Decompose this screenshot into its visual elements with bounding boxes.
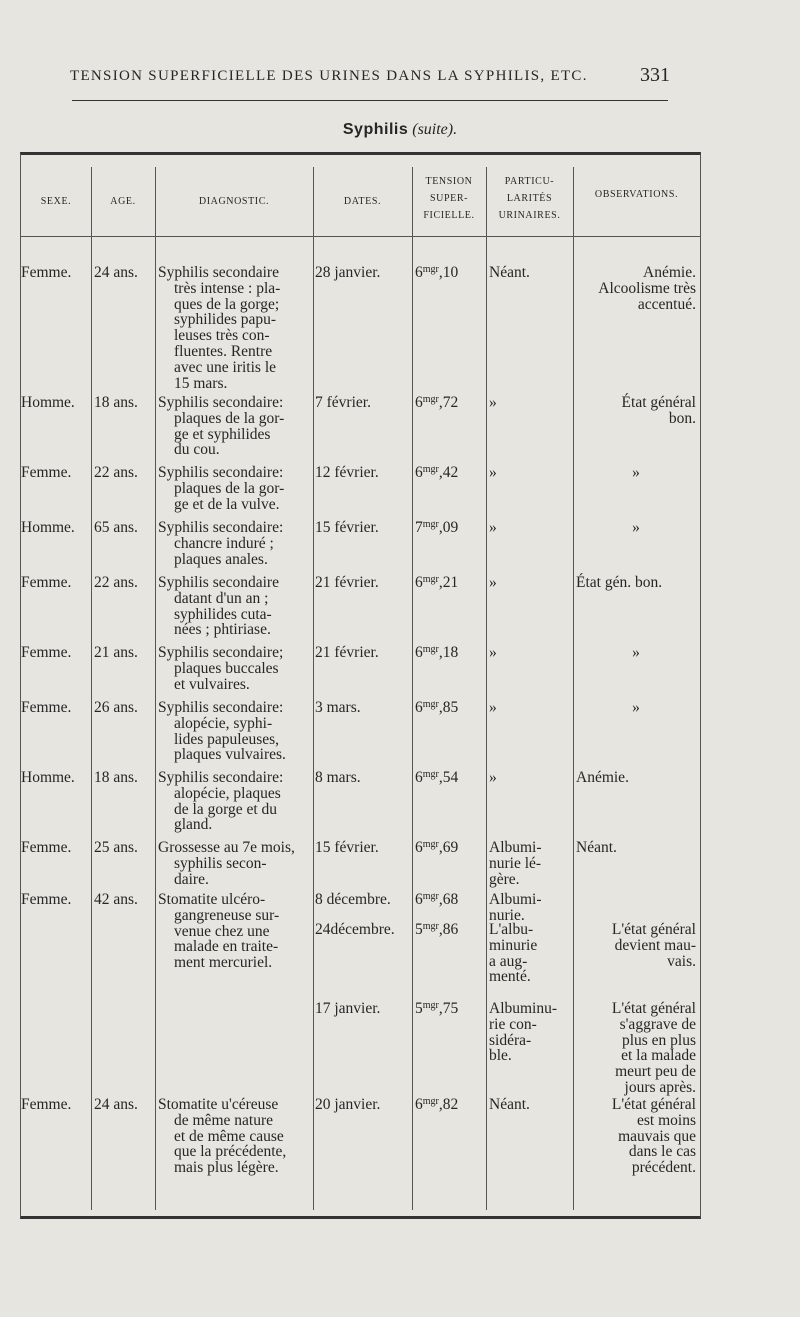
diagnostic-line: très intense : pla- <box>174 279 281 297</box>
cell-diagnostic <box>158 395 311 458</box>
diagnostic-line: fluentes. Rentre <box>174 342 273 360</box>
diagnostic-line: Syphilis secondaire; <box>158 644 284 661</box>
diagnostic-line: syphilides cuta- <box>174 605 272 623</box>
diagnostic-line: plaques de la gor- <box>174 479 285 497</box>
sexe-line: Femme. <box>21 1096 72 1113</box>
particularites-line: ble. <box>489 1047 512 1065</box>
diagnostic-line: alopécie, plaques <box>174 784 281 802</box>
cell-particularites <box>489 645 571 661</box>
particularites-line: Albumi- <box>489 891 542 908</box>
cell-age <box>94 520 154 536</box>
diagnostic-line: ques de la gorge; <box>174 295 280 313</box>
diagnostic-line: ge et de la vulve. <box>174 495 280 513</box>
cell-age <box>94 770 154 786</box>
sexe-line: Femme. <box>21 574 72 591</box>
diagnostic-line: et de même cause <box>174 1127 284 1145</box>
observations-line: devient mau- <box>614 936 696 954</box>
tension-line: $6^{mgr},18$ <box>415 644 459 661</box>
cell-observations <box>576 1001 696 1096</box>
particularites-line: » <box>489 574 497 591</box>
cell-date <box>315 1001 411 1017</box>
cell-sexe <box>21 520 91 536</box>
particularites-line: a aug- <box>489 952 528 970</box>
age-line: 22 ans. <box>94 574 138 591</box>
cell-tension <box>415 575 485 591</box>
cell-observations <box>576 1097 696 1176</box>
observations-line: L'état général <box>611 1096 696 1113</box>
particularites-line: L'albu- <box>489 921 534 938</box>
cell-date <box>315 465 411 481</box>
observations-line: » <box>632 464 640 481</box>
diagnostic-line: Stomatite u'céreuse <box>158 1096 279 1113</box>
age-line: 21 ans. <box>94 644 138 661</box>
caption-title: Syphilis <box>342 121 409 138</box>
running-head-title: TENSION SUPERFICIELLE DES URINES DANS LA SYPHILIS, ETC. <box>70 68 588 84</box>
particularites-line: sidéra- <box>489 1031 532 1049</box>
cell-tension <box>415 1001 485 1017</box>
observations-line: » <box>632 519 640 536</box>
cell-diagnostic <box>158 645 311 692</box>
header-rule <box>72 100 668 101</box>
cell-age <box>94 700 154 716</box>
cell-particularites <box>489 922 571 985</box>
cell-sexe <box>21 1097 91 1113</box>
observations-line: État général <box>621 394 696 411</box>
tension-line: $5^{mgr},75$ <box>415 1000 459 1017</box>
diagnostic-line: chancre induré ; <box>174 534 274 552</box>
age-line: 22 ans. <box>94 464 138 481</box>
cell-particularites <box>489 770 571 786</box>
observations-line: Anémie. <box>643 264 696 281</box>
cell-particularites <box>489 465 571 481</box>
observations-line: mauvais que <box>618 1127 696 1145</box>
particularites-line: nurie. <box>489 906 525 924</box>
diagnostic-line: daire. <box>174 870 209 888</box>
observations-line: L'état général <box>611 1000 696 1017</box>
observations-line: et la malade <box>621 1047 696 1065</box>
observations-line: dans le cas <box>628 1143 696 1161</box>
cell-date <box>315 922 411 938</box>
cell-tension <box>415 700 485 716</box>
cell-observations <box>576 395 696 427</box>
header-sexe: SEXE. <box>40 196 72 207</box>
cell-sexe <box>21 645 91 661</box>
particularites-line: menté. <box>489 968 531 986</box>
particularites-line: Néant. <box>489 1096 530 1113</box>
cell-diagnostic <box>158 465 311 512</box>
diagnostic-line: Syphilis secondaire: <box>158 519 284 536</box>
column-divider <box>91 167 92 1210</box>
particularites-line: Albumi- <box>489 839 542 856</box>
cell-observations <box>576 645 696 661</box>
cell-particularites <box>489 840 571 887</box>
diagnostic-line: Grossesse au 7e mois, <box>158 839 295 856</box>
date-line: 21 février. <box>315 574 379 591</box>
diagnostic-line: du cou. <box>174 441 220 459</box>
cell-age <box>94 1097 154 1113</box>
cell-age <box>94 395 154 411</box>
cell-tension <box>415 265 485 281</box>
cell-observations <box>576 770 696 786</box>
running-head <box>70 64 670 90</box>
age-line: 42 ans. <box>94 891 138 908</box>
table-caption <box>0 121 800 139</box>
column-divider <box>313 167 314 1210</box>
cell-date <box>315 575 411 591</box>
sexe-line: Femme. <box>21 464 72 481</box>
sexe-line: Homme. <box>21 769 75 786</box>
cell-sexe <box>21 892 91 908</box>
tension-line: $6^{mgr},54$ <box>415 769 459 786</box>
cell-diagnostic <box>158 840 311 887</box>
header-dates: DATES. <box>343 196 382 207</box>
diagnostic-line: avec une iritis le <box>174 358 276 376</box>
cell-particularites <box>489 700 571 716</box>
cell-particularites <box>489 520 571 536</box>
diagnostic-line: malade en traite- <box>174 938 279 956</box>
diagnostic-line: Stomatite ulcéro- <box>158 891 266 908</box>
observations-line: meurt peu de <box>615 1063 696 1081</box>
date-line: 7 février. <box>315 394 371 411</box>
particularites-line: minurie <box>489 936 538 954</box>
cell-tension <box>415 465 485 481</box>
observations-line: plus en plus <box>621 1031 696 1049</box>
cell-tension <box>415 770 485 786</box>
cell-tension <box>415 395 485 411</box>
cell-date <box>315 1097 411 1113</box>
diagnostic-line: gangreneuse sur- <box>174 906 280 924</box>
diagnostic-line: Syphilis secondaire: <box>158 464 284 481</box>
cell-sexe <box>21 395 91 411</box>
observations-line: s'aggrave de <box>619 1015 696 1033</box>
diagnostic-line: Syphilis secondaire: <box>158 394 284 411</box>
tension-line: $6^{mgr},10$ <box>415 264 459 281</box>
cell-particularites <box>489 1097 571 1113</box>
cell-sexe <box>21 265 91 281</box>
diagnostic-line: plaques de la gor- <box>174 409 285 427</box>
cell-sexe <box>21 575 91 591</box>
diagnostic-line: Syphilis secondaire: <box>158 769 284 786</box>
cell-diagnostic <box>158 1097 311 1176</box>
observations-line: vais. <box>667 952 696 970</box>
tension-line: $5^{mgr},86$ <box>415 921 459 938</box>
header-tension: TENSION SUPER- FICIELLE. <box>423 176 475 221</box>
header-particularites: PARTICU- LARITÉS URINAIRES. <box>498 176 561 221</box>
diagnostic-line: Syphilis secondaire: <box>158 699 284 716</box>
diagnostic-line: leuses très con- <box>174 327 270 345</box>
diagnostic-line: plaques buccales <box>174 659 279 677</box>
cell-date <box>315 395 411 411</box>
cell-tension <box>415 840 485 856</box>
sexe-line: Femme. <box>21 264 72 281</box>
age-line: 26 ans. <box>94 699 138 716</box>
cell-diagnostic <box>158 700 311 763</box>
date-line: 8 décembre. <box>315 891 391 908</box>
cell-observations <box>576 465 696 481</box>
cell-particularites <box>489 395 571 411</box>
particularites-line: gère. <box>489 870 520 888</box>
date-line: 3 mars. <box>315 699 361 716</box>
date-line: 12 février. <box>315 464 379 481</box>
cell-age <box>94 840 154 856</box>
observations-line: accentué. <box>637 295 696 313</box>
observations-line: L'état général <box>611 921 696 938</box>
cell-diagnostic <box>158 520 311 567</box>
cell-tension <box>415 922 485 938</box>
diagnostic-line: plaques vulvaires. <box>174 746 286 764</box>
tension-line: $7^{mgr},09$ <box>415 519 459 536</box>
cell-tension <box>415 892 485 908</box>
tension-line: $6^{mgr},85$ <box>415 699 459 716</box>
particularites-line: » <box>489 464 497 481</box>
diagnostic-line: de la gorge et du <box>174 800 278 818</box>
cell-date <box>315 265 411 281</box>
diagnostic-line: datant d'un an ; <box>174 589 269 607</box>
header-diagnostic: DIAGNOSTIC. <box>198 196 270 207</box>
sexe-line: Femme. <box>21 699 72 716</box>
cell-age <box>94 892 154 908</box>
diagnostic-line: nées ; phtiriase. <box>174 621 271 639</box>
observations-line: Alcoolisme très <box>598 279 696 297</box>
column-divider <box>412 167 413 1210</box>
date-line: 20 janvier. <box>315 1096 381 1113</box>
sexe-line: Homme. <box>21 519 75 536</box>
sexe-line: Homme. <box>21 394 75 411</box>
cell-age <box>94 645 154 661</box>
diagnostic-line: Syphilis secondaire <box>158 574 279 591</box>
age-line: 24 ans. <box>94 264 138 281</box>
tension-line: $6^{mgr},82$ <box>415 1096 459 1113</box>
observations-line: » <box>632 644 640 661</box>
observations-line: » <box>632 699 640 716</box>
cell-tension <box>415 1097 485 1113</box>
observations-line: bon. <box>668 409 696 427</box>
diagnostic-line: gland. <box>174 816 213 834</box>
cell-sexe <box>21 770 91 786</box>
page-number: 331 <box>640 64 670 86</box>
cell-diagnostic <box>158 265 311 391</box>
cell-age <box>94 265 154 281</box>
cell-particularites <box>489 575 571 591</box>
cell-diagnostic <box>158 892 311 971</box>
column-divider <box>155 167 156 1210</box>
diagnostic-line: de même nature <box>174 1111 273 1129</box>
cell-observations <box>576 265 696 312</box>
sexe-line: Femme. <box>21 644 72 661</box>
syphilis-table <box>20 152 701 1219</box>
cell-observations <box>576 922 696 969</box>
cell-particularites <box>489 1001 571 1064</box>
date-line: 15 février. <box>315 839 379 856</box>
cell-date <box>315 645 411 661</box>
observations-line: précédent. <box>631 1159 696 1177</box>
cell-observations <box>576 840 696 856</box>
tension-line: $6^{mgr},42$ <box>415 464 459 481</box>
cell-observations <box>576 575 696 591</box>
cell-particularites <box>489 892 571 924</box>
particularites-line: » <box>489 519 497 536</box>
observations-line: Néant. <box>576 839 617 856</box>
date-line: 21 février. <box>315 644 379 661</box>
cell-diagnostic <box>158 770 311 833</box>
cell-age <box>94 575 154 591</box>
age-line: 25 ans. <box>94 839 138 856</box>
header-observations: OBSERVATIONS. <box>594 189 679 200</box>
observations-line: État gén. bon. <box>576 574 663 591</box>
particularites-line: Néant. <box>489 264 530 281</box>
column-divider <box>486 167 487 1210</box>
cell-tension <box>415 645 485 661</box>
cell-sexe <box>21 465 91 481</box>
date-line: 24décembre. <box>315 921 395 938</box>
diagnostic-line: venue chez une <box>174 922 270 940</box>
diagnostic-line: mais plus légère. <box>174 1159 279 1177</box>
diagnostic-line: ment mercuriel. <box>174 954 273 972</box>
header-age: AGE. <box>110 196 136 207</box>
cell-sexe <box>21 840 91 856</box>
tension-line: $6^{mgr},21$ <box>415 574 459 591</box>
cell-date <box>315 892 411 908</box>
diagnostic-line: syphilides papu- <box>174 311 277 329</box>
caption-suite: (suite). <box>412 121 458 138</box>
diagnostic-line: alopécie, syphi- <box>174 714 273 732</box>
date-line: 17 janvier. <box>315 1000 381 1017</box>
cell-tension <box>415 520 485 536</box>
diagnostic-line: que la précédente, <box>174 1143 287 1161</box>
particularites-line: » <box>489 394 497 411</box>
diagnostic-line: et vulvaires. <box>174 675 250 693</box>
date-line: 15 février. <box>315 519 379 536</box>
sexe-line: Femme. <box>21 839 72 856</box>
date-line: 28 janvier. <box>315 264 381 281</box>
diagnostic-line: lides papuleuses, <box>174 730 280 748</box>
tension-line: $6^{mgr},68$ <box>415 891 459 908</box>
diagnostic-line: syphilis secon- <box>174 854 267 872</box>
observations-line: jours après. <box>624 1078 696 1096</box>
cell-age <box>94 465 154 481</box>
particularites-line: » <box>489 699 497 716</box>
observations-line: est moins <box>637 1111 696 1129</box>
cell-date <box>315 840 411 856</box>
age-line: 65 ans. <box>94 519 138 536</box>
sexe-line: Femme. <box>21 891 72 908</box>
column-divider <box>573 167 574 1210</box>
cell-observations <box>576 520 696 536</box>
cell-date <box>315 700 411 716</box>
age-line: 18 ans. <box>94 394 138 411</box>
diagnostic-line: plaques anales. <box>174 550 268 568</box>
diagnostic-line: ge et syphilides <box>174 425 271 443</box>
cell-diagnostic <box>158 575 311 638</box>
date-line: 8 mars. <box>315 769 361 786</box>
tension-line: $6^{mgr},72$ <box>415 394 459 411</box>
particularites-line: nurie lé- <box>489 854 542 872</box>
diagnostic-line: 15 mars. <box>174 374 228 392</box>
cell-observations <box>576 700 696 716</box>
cell-particularites <box>489 265 571 281</box>
cell-date <box>315 520 411 536</box>
particularites-line: » <box>489 644 497 661</box>
diagnostic-line: Syphilis secondaire <box>158 264 279 281</box>
age-line: 18 ans. <box>94 769 138 786</box>
observations-line: Anémie. <box>576 769 629 786</box>
cell-sexe <box>21 700 91 716</box>
cell-date <box>315 770 411 786</box>
particularites-line: rie con- <box>489 1015 537 1033</box>
age-line: 24 ans. <box>94 1096 138 1113</box>
particularites-line: Albuminu- <box>489 1000 558 1017</box>
particularites-line: » <box>489 769 497 786</box>
tension-line: $6^{mgr},69$ <box>415 839 459 856</box>
header-divider <box>21 236 700 237</box>
